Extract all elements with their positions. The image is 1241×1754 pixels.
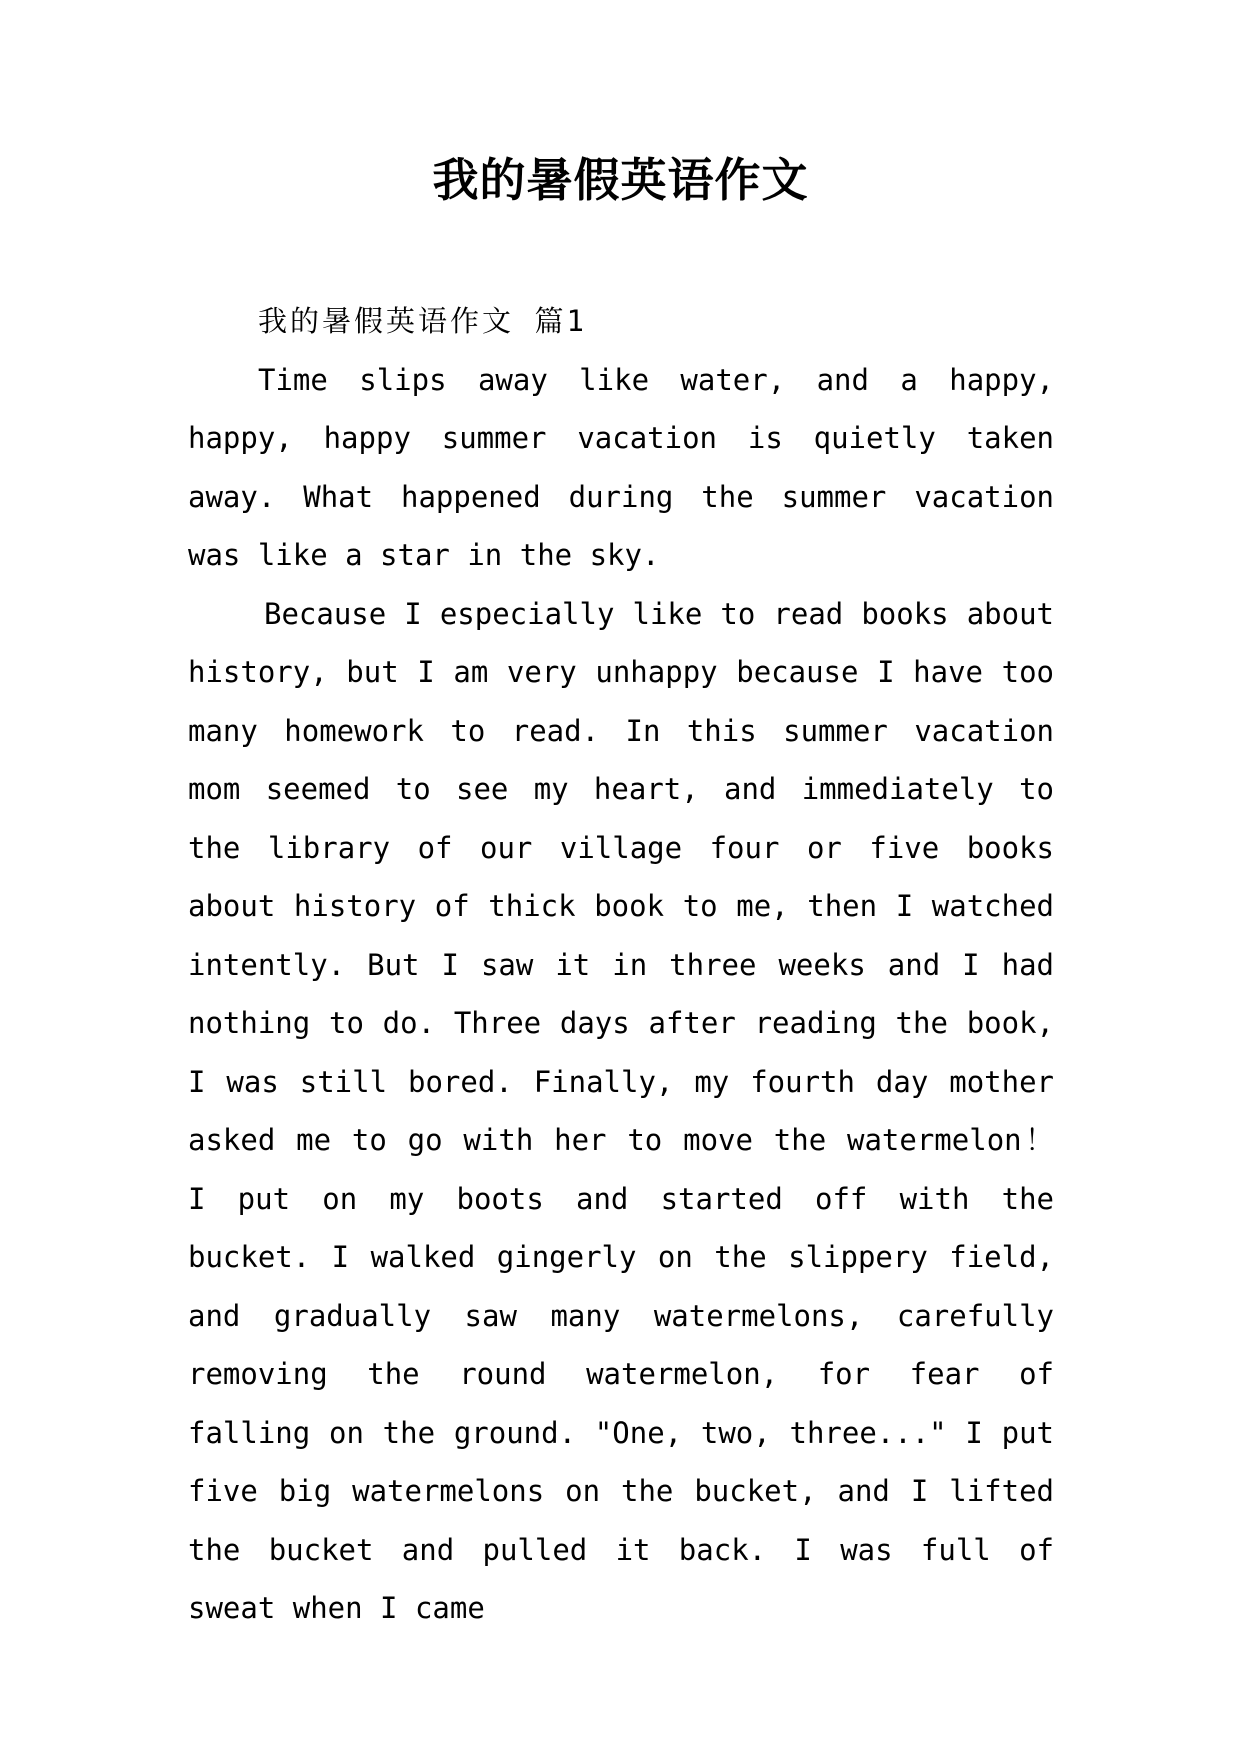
document-title: 我的暑假英语作文 bbox=[432, 153, 809, 207]
section-heading: 我的暑假英语作文 篇1 bbox=[258, 304, 587, 338]
document-body bbox=[188, 292, 1054, 1638]
paragraph-2: Because I especially like to read books about history, but I am very unhappy because I have too many homework to read. In this summer vacation mom seemed to see my heart, and immediately to the library of our village four or five books about history of thick book to me, then I watched intently. But I saw it in three weeks and I had nothing to do. Three days after reading the book, I was still bored. Finally, my fourth day mother asked me to go with her to move the watermelon！ I put on my boots and started off with the bucket. I walked gingerly on the slippery field, and gradually saw many watermelons, carefully removing the round watermelon, for fear of falling on the ground. "One, two, three..." I put five big watermelons on the bucket, and I lifted the bucket and pulled it back. I was full of sweat when I came bbox=[188, 596, 1054, 1625]
paragraph-1: Time slips away like water, and a happy, happy, happy summer vacation is quietly taken away. What happened during the summer vacation was like a star in the sky. bbox=[188, 362, 1054, 572]
